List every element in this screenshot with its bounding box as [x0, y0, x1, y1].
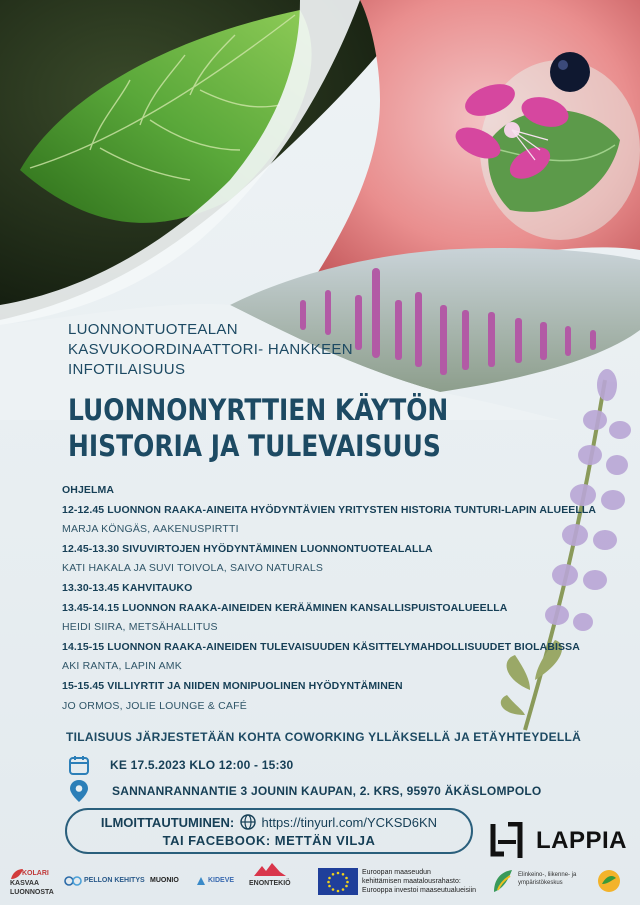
program-item-title: 15-15.45 VILLIYRTIT JA NIIDEN MONIPUOLINEN HYÖDYNTÄMINEN: [62, 679, 403, 692]
enontekio-logo-icon: [252, 862, 288, 878]
program-item-title: 13.45-14.15 LUONNON RAAKA-AINEIDEN KERÄÄMINEN KANSALLISPUISTOALUEELLA: [62, 601, 508, 614]
program-heading: OHJELMA: [62, 484, 115, 496]
eu-text-line: kehittämisen maatalousrahasto:: [362, 878, 461, 885]
ely-logo-icon: [492, 868, 514, 894]
program-item-speaker: MARJA KÖNGÄS, AAKENUSPIRTTI: [62, 523, 239, 536]
map-pin-icon: [68, 779, 90, 803]
kolari-logo-line: KOLARI: [22, 870, 49, 877]
lappia-wordmark: LAPPIA: [536, 827, 628, 854]
footer-logos: [0, 862, 640, 905]
ely-logo-line: ympäristökeskus: [518, 880, 563, 886]
muonio-logo: MUONIO: [150, 877, 179, 884]
program-item-speaker: KATI HAKALA JA SUVI TOIVOLA, SAIVO NATURALS: [62, 562, 324, 575]
registration-box: [65, 808, 473, 854]
program-item-title: 12-12.45 LUONNON RAAKA-AINEITA HYÖDYNTÄVIEN YRITYSTEN HISTORIA TUNTURI-LAPIN ALUEELLA: [62, 503, 597, 516]
subtitle-line: INFOTILAISUUS: [68, 361, 186, 378]
eu-text-line: Euroopan maaseudun: [362, 869, 431, 876]
program-list: [62, 481, 622, 716]
blueberry: [550, 52, 590, 92]
date-row: [68, 753, 293, 777]
address-row: [68, 779, 541, 803]
program-item-title: 12.45-13.30 SIVUVIRTOJEN HYÖDYNTÄMINEN LUONNONTUOTEALALLA: [62, 542, 433, 555]
kideve-logo: KIDEVE: [208, 877, 235, 884]
ely-logo-line: Elinkeino-, liikenne- ja: [518, 872, 577, 878]
enontekio-logo: ENONTEKIÖ: [249, 880, 291, 887]
event-title: [68, 392, 448, 464]
event-date: KE 17.5.2023 KLO 12:00 - 15:30: [110, 758, 294, 772]
eu-funding-text: [362, 868, 476, 895]
calendar-icon: [68, 754, 90, 776]
subtitle-line: LUONNONTUOTEALAN: [68, 321, 238, 338]
registration-label: ILMOITTAUTUMINEN:: [100, 815, 235, 830]
registration-link[interactable]: https://tinyurl.com/YCKSD6KN: [261, 815, 438, 830]
facebook-info: TAI FACEBOOK: METTÄN VILJA: [162, 833, 376, 848]
pello-logo: PELLON KEHITYS: [84, 877, 145, 884]
title-line: LUONNONYRTTIEN KÄYTÖN: [68, 393, 449, 427]
globe-icon: [240, 814, 256, 830]
event-subtitle: [68, 320, 353, 380]
pello-logo-icon: [64, 876, 82, 886]
program-item-speaker: HEIDI SIIRA, METSÄHALLITUS: [62, 621, 218, 634]
eu-text-line: Eurooppa investoi maaseutualueisiin: [362, 887, 477, 894]
event-address: SANNANRANNANTIE 3 JOUNIN KAUPAN, 2. KRS, 95970 ÄKÄSLOMPOLO: [112, 784, 542, 798]
program-item-title: 14.15-15 LUONNON RAAKA-AINEIDEN TULEVAISUUDEN KÄSITTELYMAHDOLLISUUDET BIOLABISSA: [62, 640, 580, 653]
eu-flag-icon: [318, 868, 358, 895]
lappia-logo: [490, 822, 627, 860]
title-line: HISTORIA JA TULEVAISUUS: [68, 429, 441, 463]
subtitle-line: KASVUKOORDINAATTORI- HANKKEEN: [68, 341, 353, 358]
program-item-title: 13.30-13.45 KAHVITAUKO: [62, 581, 193, 594]
program-item-speaker: AKI RANTA, LAPIN AMK: [62, 660, 182, 673]
venue-info: TILAISUUS JÄRJESTETÄÄN KOHTA COWORKING YLLÄKSELLÄ JA ETÄYHTEYDELLÄ: [66, 730, 582, 744]
kolari-logo-line: KASVAA: [10, 880, 40, 887]
kideve-logo-icon: [196, 876, 206, 886]
rural-dev-logo-icon: [596, 868, 622, 894]
program-item-speaker: JO ORMOS, JOLIE LOUNGE & CAFÉ: [62, 699, 247, 712]
kolari-logo-line: LUONNOSTA: [10, 889, 54, 896]
lappia-mark-icon: [490, 822, 530, 860]
